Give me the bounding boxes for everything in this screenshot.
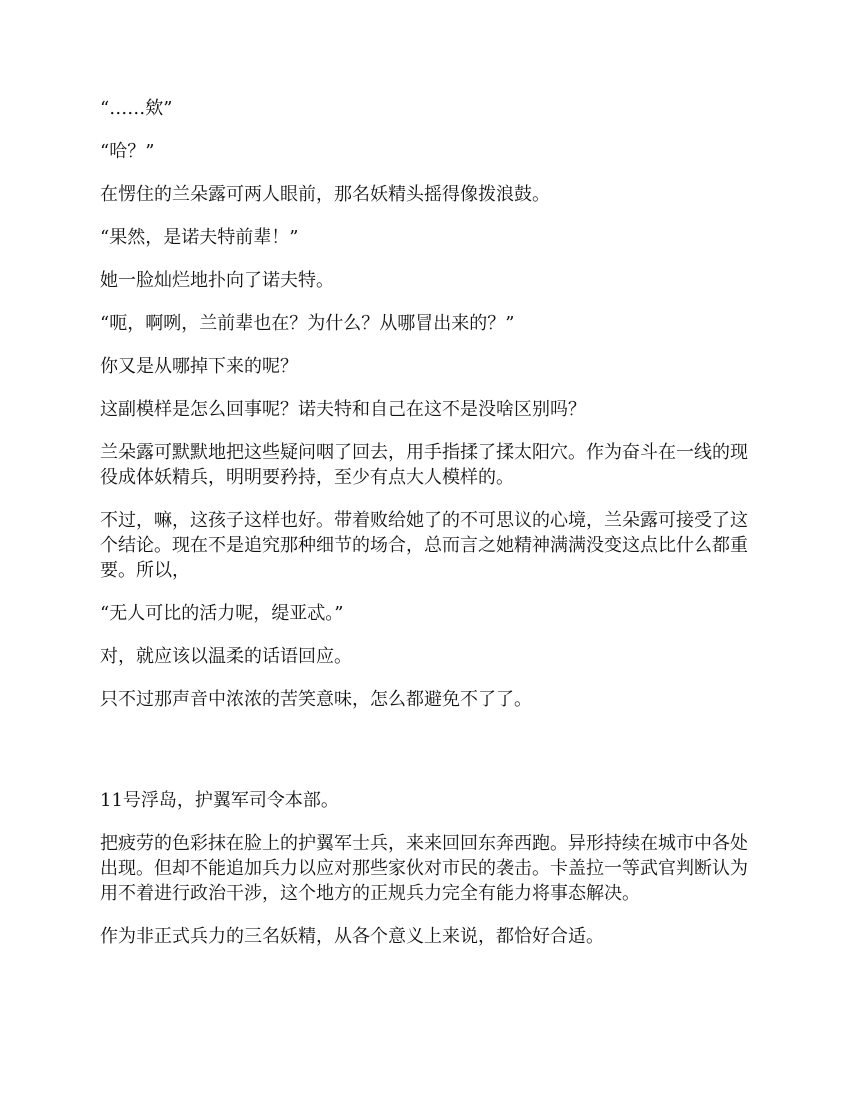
- paragraph: “哈？”: [100, 141, 155, 162]
- paragraph: 把疲劳的色彩抹在脸上的护翼军士兵，来来回回东奔西跑。异形持续在城市中各处出现。但却不能追加兵力以应对那些家伙对市民的袭击。卡盖拉一等武官判断认为用不着进行政治干涉，这个地方的正规兵力完全有能力将事态解决。: [100, 833, 748, 904]
- paragraph: “果然，是诺夫特前辈！”: [100, 227, 299, 248]
- paragraph: 作为非正式兵力的三名妖精，从各个意义上来说，都恰好合适。: [100, 926, 604, 947]
- paragraph: 兰朵露可默默地把这些疑问咽了回去，用手指揉了揉太阳穴。作为奋斗在一线的现役成体妖精兵，明明要矜持，至少有点大人模样的。: [100, 442, 748, 488]
- paragraph: 只不过那声音中浓浓的苦笑意味，怎么都避免不了了。: [100, 689, 532, 710]
- section-break: [100, 730, 750, 788]
- paragraph: 你又是从哪掉下来的呢？: [100, 356, 298, 377]
- document-body: [100, 96, 750, 967]
- paragraph: “呃，啊咧，兰前辈也在？为什么？从哪冒出来的？”: [100, 313, 515, 334]
- paragraph: 在愣住的兰朵露可两人眼前，那名妖精头摇得像拨浪鼓。: [100, 184, 550, 205]
- paragraph: “……欸”: [100, 98, 173, 119]
- paragraph: 这副模样是怎么回事呢？诺夫特和自己在这不是没啥区别吗？: [100, 399, 586, 420]
- paragraph: 对，就应该以温柔的话语回应。: [100, 646, 352, 667]
- paragraph: 11号浮岛，护翼军司令本部。: [100, 790, 339, 811]
- paragraph: 不过，嘛，这孩子这样也好。带着败给她了的不可思议的心境，兰朵露可接受了这个结论。现在不是追究那种细节的场合，总而言之她精神满满没变这点比什么都重要。所以，: [100, 510, 748, 581]
- paragraph: “无人可比的活力呢，缇亚忒。”: [100, 603, 344, 624]
- paragraph: 她一脸灿烂地扑向了诺夫特。: [100, 270, 334, 291]
